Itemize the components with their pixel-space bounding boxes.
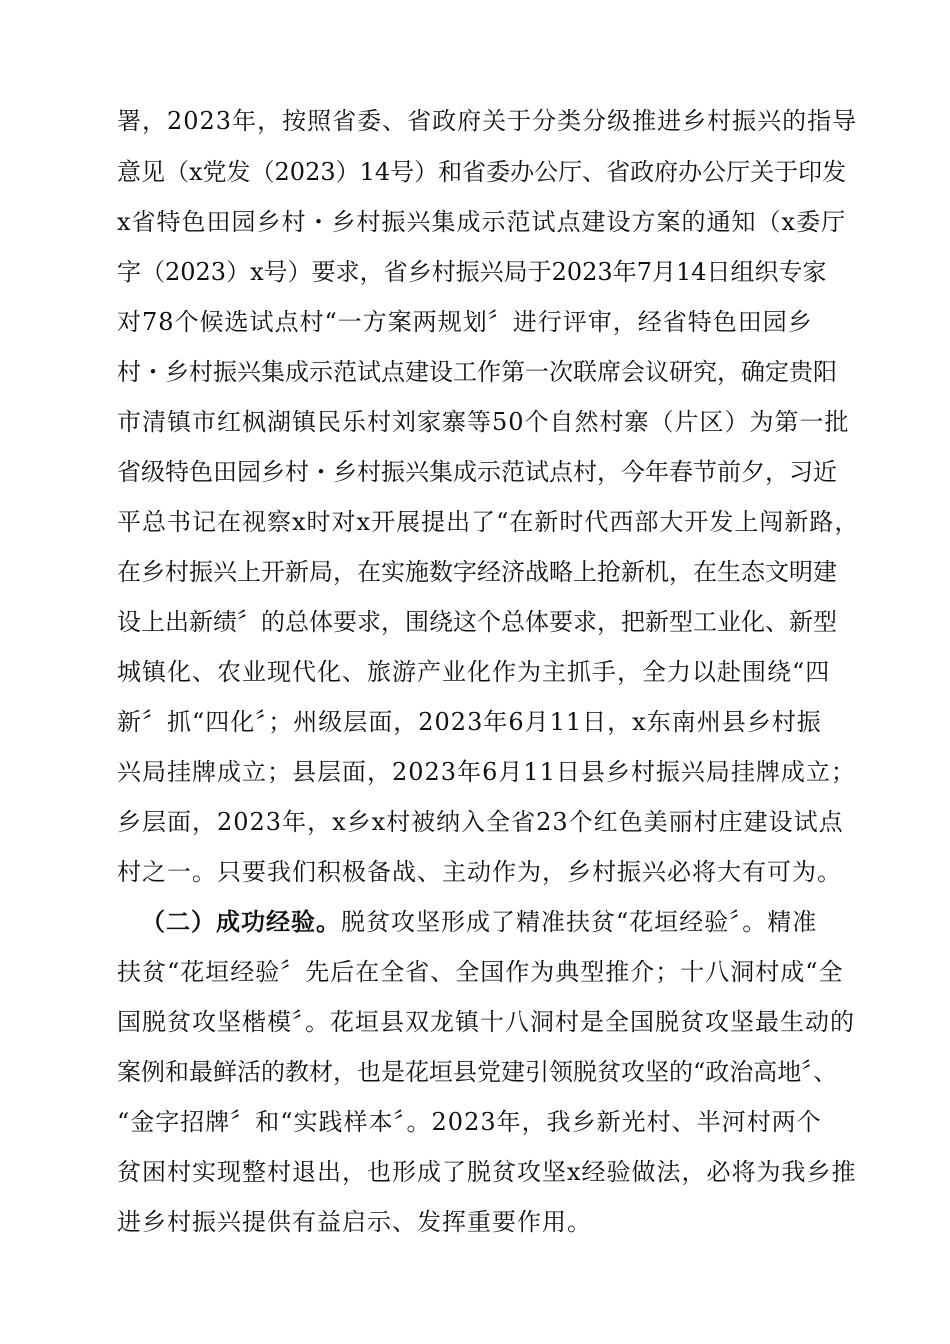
text-line: 村・乡村振兴集成示范试点建设工作第一次联席会议研究，确定贵阳 — [117, 358, 837, 386]
text-line: 新〞抓“四化〞；州级层面，2023年6月11日，x东南州县乡村振 — [117, 708, 822, 736]
text-line: 村之一。只要我们积极备战、主动作为，乡村振兴必将大有可为。 — [117, 858, 842, 886]
text-line: 省级特色田园乡村・乡村振兴集成示范试点村，今年春节前夕，习近 — [117, 458, 837, 486]
text-line: 贫困村实现整村退出，也形成了脱贫攻坚x经验做法，必将为我乡推 — [117, 1158, 857, 1186]
text-line: “金字招牌〞和“实践样本〞。2023年，我乡新光村、半河村两个 — [117, 1108, 822, 1136]
text-line: 兴局挂牌成立；县层面，2023年6月11日县乡村振兴局挂牌成立； — [117, 758, 856, 786]
text-line: 扶贫“花垣经验〞先后在全省、全国作为典型推介；十八洞村成“全 — [117, 958, 844, 986]
text-line: 意见（x党发（2023）14号）和省委办公厅、省政府办公厅关于印发 — [117, 158, 847, 186]
text-line: 进乡村振兴提供有益启示、发挥重要作用。 — [117, 1208, 592, 1236]
text-line: 署，2023年，按照省委、省政府关于分类分级推进乡村振兴的指导 — [117, 107, 858, 135]
text-line: 字（2023）x号）要求，省乡村振兴局于2023年7月14日组织专家 — [117, 258, 827, 286]
text-line: 平总书记在视察x时对x开展提出了“在新时代西部大开发上闯新路， — [117, 508, 860, 536]
text-line: 国脱贫攻坚楷模〞。花垣县双龙镇十八洞村是全国脱贫攻坚最生动的 — [117, 1008, 855, 1036]
text-line: 案例和最鲜活的教材，也是花垣县党建引领脱贫攻坚的“政治高地〞、 — [117, 1058, 838, 1086]
text-line: 设上出新绩〞的总体要求，围绕这个总体要求，把新型工业化、新型 — [117, 608, 837, 636]
text-run: 脱贫攻坚形成了精准扶贫“花垣经验〞。精准 — [341, 908, 818, 936]
text-line: 城镇化、农业现代化、旅游产业化作为主抓手，全力以赴围绕“四 — [117, 658, 831, 686]
text-line — [117, 907, 817, 937]
text-line: 乡层面，2023年，x乡x村被纳入全省23个红色美丽村庄建设试点 — [117, 808, 844, 836]
section-heading: （二）成功经验。 — [141, 908, 341, 936]
text-line: 在乡村振兴上开新局，在实施数字经济战略上抢新机，在生态文明建 — [117, 558, 837, 586]
text-line: 市清镇市红枫湖镇民乐村刘家寨等50个自然村寨（片区）为第一批 — [117, 408, 850, 436]
text-line: 对78个候选试点村“一方案两规划〞进行评审，经省特色田园乡 — [117, 308, 813, 336]
text-line: x省特色田园乡村・乡村振兴集成示范试点建设方案的通知（x委厅 — [117, 208, 847, 236]
